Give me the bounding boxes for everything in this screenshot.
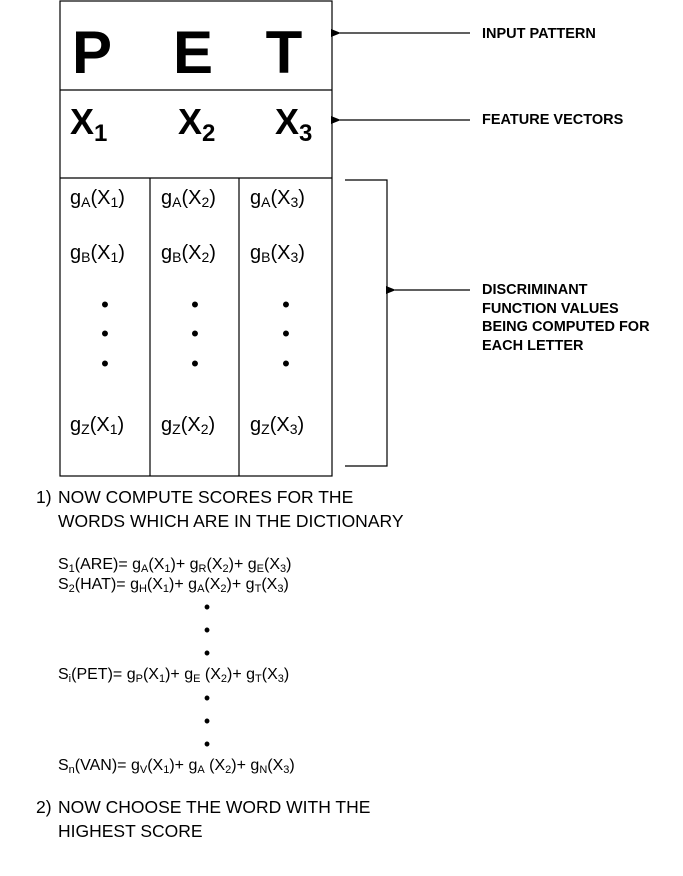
cell-gz-x2: $g_Z(X_2)$ (161, 414, 216, 437)
cell-gb-x1: $g_B(X_1)$ (70, 242, 125, 265)
label-discriminant-3: BEING COMPUTED FOR (482, 319, 650, 335)
step2-number: 2) (36, 797, 52, 817)
feature-vector-x2: $X_2$ (178, 101, 216, 147)
table-dot: • (101, 321, 109, 346)
table-dot: • (282, 351, 290, 376)
cell-ga-x3: $g_A(X_3)$ (250, 187, 305, 210)
step1-line-2: WORDS WHICH ARE IN THE DICTIONARY (58, 510, 404, 531)
table-dot: • (191, 292, 199, 317)
cell-ga-x2: $g_A(X_2)$ (161, 187, 216, 210)
step1-line-1: NOW COMPUTE SCORES FOR THE (58, 487, 354, 507)
cell-ga-x1: $g_A(X_1)$ (70, 187, 125, 210)
equation-hat: $S_2(HAT)= g_H(X_1)+ g_A(X_2)+ g_T(X_3)$ (58, 576, 289, 595)
input-letter-t: T (265, 19, 303, 86)
label-discriminant-1: DISCRIMINANT (482, 282, 588, 298)
feature-vector-x1: $X_1$ (70, 101, 108, 147)
step2-line-1: NOW CHOOSE THE WORD WITH THE (58, 797, 371, 817)
table-dot: • (101, 292, 109, 317)
table-dot: • (191, 351, 199, 376)
cell-gz-x3: $g_Z(X_3)$ (250, 414, 305, 437)
label-discriminant-2: FUNCTION VALUES (482, 300, 619, 317)
input-letter-e: E (172, 19, 214, 86)
table-dot: • (282, 292, 290, 317)
bracket (345, 180, 387, 466)
feature-vector-x3: $X_3$ (275, 101, 313, 147)
equation-dot: • (203, 688, 211, 708)
cell-gz-x1: $g_Z(X_1)$ (70, 414, 125, 437)
table-dot: • (191, 321, 199, 346)
step2-line-2: HIGHEST SCORE (58, 820, 203, 841)
equation-dot: • (203, 734, 211, 754)
equation-pet: $S_i(PET)= g_P(X_1)+ g_E$ $(X_2)+ g_T(X_3)$ (58, 666, 290, 685)
step1-number: 1) (36, 487, 52, 507)
equation-dot: • (203, 643, 211, 663)
label-input-pattern: INPUT PATTERN (482, 26, 596, 42)
equation-van: $S_n(VAN)= g_V(X_1)+ g_A$ $(X_2)+ g_N(X_3)$ (58, 757, 295, 776)
equation-dot: • (203, 597, 211, 617)
label-arrows (340, 33, 470, 290)
equation-dot: • (203, 711, 211, 731)
equation-are: $S_1(ARE)= g_A(X_1)+ g_R(X_2)+ g_E(X_3)$ (58, 556, 292, 575)
cell-gb-x2: $g_B(X_2)$ (161, 242, 216, 265)
label-discriminant-4: EACH LETTER (482, 337, 584, 354)
table-dot: • (282, 321, 290, 346)
table-dot: • (101, 351, 109, 376)
input-letter-p: P (71, 19, 113, 86)
label-feature-vectors: FEATURE VECTORS (482, 112, 624, 128)
equation-dot: • (203, 620, 211, 640)
cell-gb-x3: $g_B(X_3)$ (250, 242, 305, 265)
